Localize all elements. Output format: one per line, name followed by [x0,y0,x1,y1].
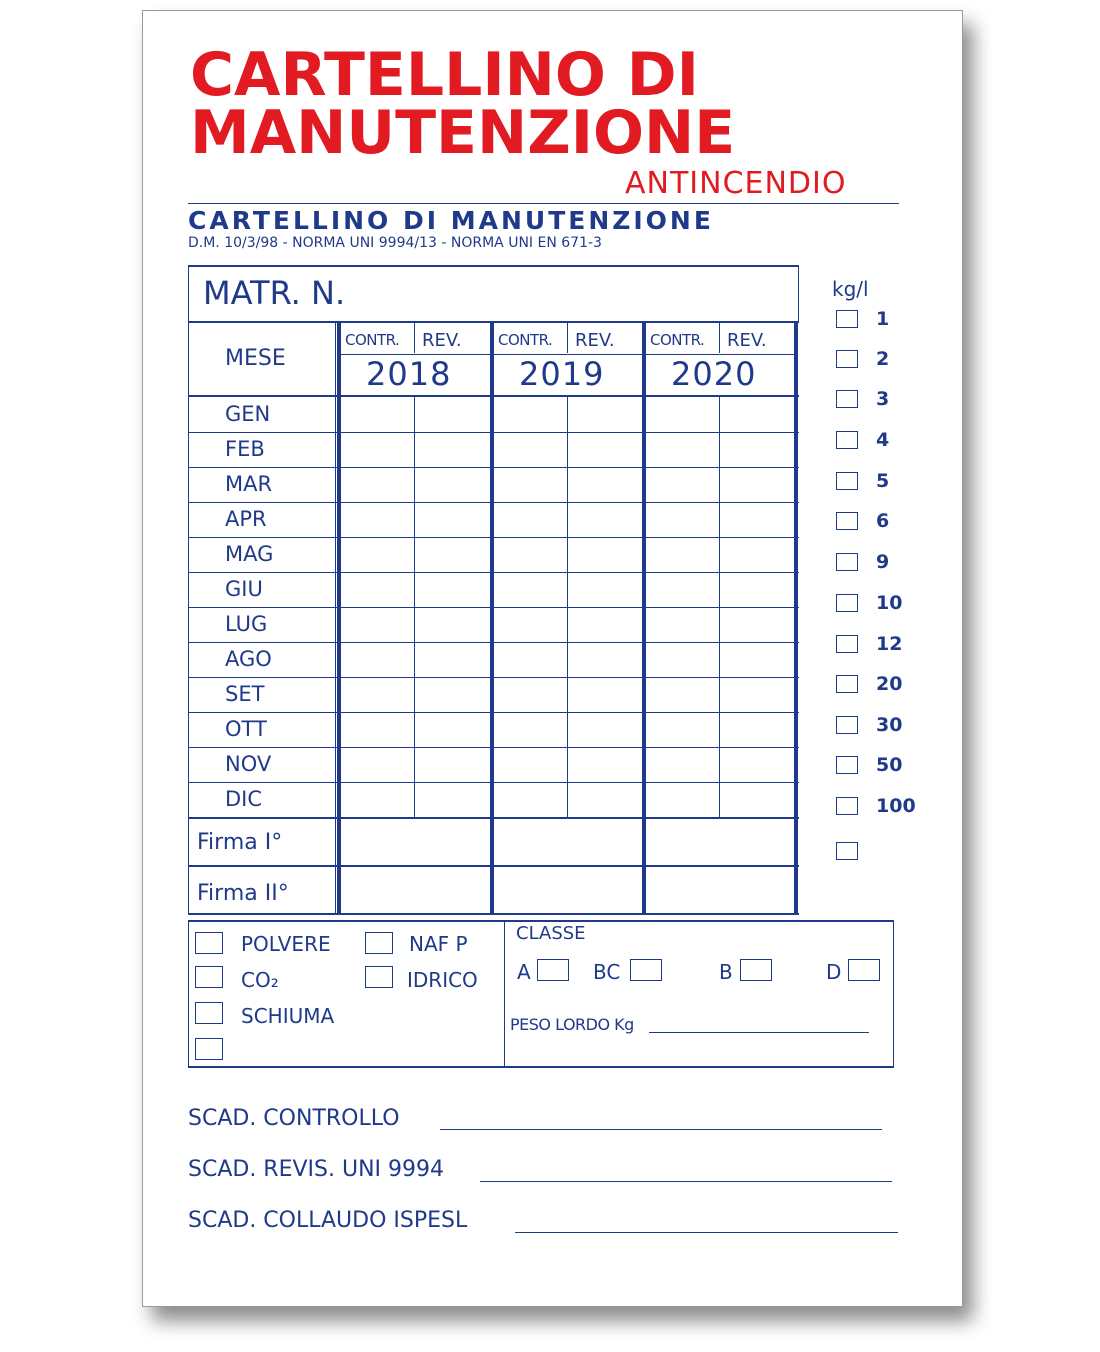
scad-collaudo-line[interactable] [515,1232,898,1233]
col-rev-label: REV. [727,330,767,351]
month-label-gen: GEN [225,402,271,426]
classe-option-label: A [517,960,531,984]
month-cell-rev[interactable] [571,434,641,465]
month-cell-contr[interactable] [494,399,564,430]
table-left-border [188,397,189,915]
contr-rev-divider [414,321,415,353]
scad-controllo-line[interactable] [440,1129,882,1130]
capacity-checkbox-3[interactable] [836,390,858,408]
month-cell-rev[interactable] [723,504,793,535]
agent-label: IDRICO [407,968,478,992]
capacity-label: 20 [876,673,903,695]
bottom-box-top [188,920,894,922]
month-cell-rev[interactable] [418,574,488,605]
scad-controllo-label: SCAD. CONTROLLO [188,1106,400,1131]
maintenance-card [142,10,963,1307]
matr-label: MATR. N. [203,274,346,312]
month-label-apr: APR [225,507,267,531]
month-cell-rev[interactable] [571,539,641,570]
month-cell-contr[interactable] [341,434,411,465]
bottom-box-bottom [188,1066,894,1068]
month-label-mag: MAG [225,542,274,566]
month-cell-rev[interactable] [571,504,641,535]
classe-option-label: B [719,960,733,984]
month-row-rule [188,677,799,678]
firma1-cell[interactable] [341,821,487,863]
month-row-rule [188,712,799,713]
capacity-checkbox-4[interactable] [836,431,858,449]
col-contr-label: CONTR. [498,331,553,349]
month-cell-rev[interactable] [418,679,488,710]
month-row-rule [188,572,799,573]
month-cell-contr[interactable] [341,539,411,570]
month-label-giu: GIU [225,577,263,601]
firma1-label: Firma I° [197,830,283,855]
capacity-checkbox-10[interactable] [836,594,858,612]
contr-rev-divider [567,321,568,353]
month-label-ott: OTT [225,717,267,741]
classe-option-label: D [826,960,842,984]
classe-checkbox-a[interactable] [537,959,569,981]
month-cell-rev[interactable] [571,679,641,710]
agent-label: SCHIUMA [241,1004,335,1028]
month-cell-contr[interactable] [646,784,716,815]
month-label-nov: NOV [225,752,272,776]
classe-checkbox-b[interactable] [740,959,772,981]
firma1-cell[interactable] [494,821,640,863]
table-right-border [794,321,798,913]
firma2-label: Firma II° [197,881,289,906]
capacity-checkbox-20[interactable] [836,675,858,693]
month-cell-rev[interactable] [418,399,488,430]
card-subtitle-blue: CARTELLINO DI MANUTENZIONE [188,206,714,235]
firma2-cell[interactable] [341,869,487,911]
month-cell-contr[interactable] [646,434,716,465]
month-label-mar: MAR [225,472,273,496]
month-cell-rev[interactable] [723,399,793,430]
capacity-checkbox-5[interactable] [836,472,858,490]
bottom-box-divider [504,920,505,1068]
month-row-rule [188,467,799,468]
classe-checkbox-bc[interactable] [630,959,662,981]
month-cell-contr[interactable] [341,399,411,430]
month-row-rule [188,607,799,608]
month-cell-contr[interactable] [646,749,716,780]
month-cell-contr[interactable] [646,679,716,710]
month-cell-rev[interactable] [571,714,641,745]
firma2-cell[interactable] [494,869,640,911]
year-label: 2019 [519,355,605,393]
capacity-checkbox-other[interactable] [836,842,858,860]
classe-option-label: BC [593,960,621,984]
col-rev-label: REV. [575,330,615,351]
month-row-rule [188,747,799,748]
norms-reference: D.M. 10/3/98 - NORMA UNI 9994/13 - NORMA UNI EN 671-3 [188,235,602,251]
month-cell-contr[interactable] [646,644,716,675]
mese-label: MESE [225,346,286,371]
month-row-rule [188,432,799,433]
month-cell-contr[interactable] [494,609,564,640]
month-col-divider [335,321,336,913]
firma2-cell[interactable] [646,869,792,911]
month-cell-rev[interactable] [418,714,488,745]
capacity-label: 2 [876,348,890,370]
capacity-checkbox-100[interactable] [836,797,858,815]
month-cell-contr[interactable] [341,574,411,605]
matr-right-border [798,265,799,323]
month-cell-contr[interactable] [646,469,716,500]
month-cell-rev[interactable] [571,469,641,500]
agent-checkbox-polvere[interactable] [195,932,223,954]
month-cell-rev[interactable] [723,469,793,500]
month-cell-contr[interactable] [341,469,411,500]
agent-checkbox-idrico[interactable] [365,966,393,988]
agent-checkbox-schiuma[interactable] [195,1002,223,1024]
year-label: 2018 [366,355,452,393]
classe-label: CLASSE [516,923,586,944]
month-cell-contr[interactable] [341,644,411,675]
month-cell-contr[interactable] [646,574,716,605]
month-cell-rev[interactable] [571,574,641,605]
scad-collaudo-label: SCAD. COLLAUDO ISPESL [188,1208,468,1233]
header-divider [188,203,899,204]
month-cell-contr[interactable] [494,749,564,780]
capacity-unit-label: kg/l [832,277,869,301]
capacity-checkbox-12[interactable] [836,635,858,653]
month-cell-rev[interactable] [723,784,793,815]
month-cell-rev[interactable] [723,574,793,605]
firma1-cell[interactable] [646,821,792,863]
col-contr-label: CONTR. [345,331,400,349]
month-row-rule [188,642,799,643]
capacity-checkbox-6[interactable] [836,512,858,530]
table-bottom-border [188,913,799,915]
capacity-label: 50 [876,754,903,776]
bottom-box-left [188,920,189,1068]
month-cell-rev[interactable] [723,539,793,570]
capacity-checkbox-50[interactable] [836,756,858,774]
month-cell-rev[interactable] [723,609,793,640]
month-cell-rev[interactable] [723,434,793,465]
peso-lordo-line[interactable] [649,1032,869,1033]
agent-label: NAF P [409,932,468,956]
contr-rev-divider [719,321,720,353]
month-cell-rev[interactable] [571,784,641,815]
firma-mid-rule [188,865,799,867]
table-top-border [188,265,799,267]
month-cell-contr[interactable] [494,434,564,465]
card-subtitle-red: ANTINCENDIO [625,166,847,201]
capacity-label: 12 [876,633,903,655]
month-cell-contr[interactable] [494,644,564,675]
month-cell-rev[interactable] [723,644,793,675]
capacity-label: 6 [876,510,890,532]
month-cell-contr[interactable] [494,679,564,710]
capacity-label: 9 [876,551,890,573]
month-cell-contr[interactable] [494,714,564,745]
month-cell-contr[interactable] [341,504,411,535]
month-cell-rev[interactable] [418,609,488,640]
capacity-checkbox-30[interactable] [836,716,858,734]
month-cell-contr[interactable] [494,784,564,815]
month-cell-contr[interactable] [494,469,564,500]
month-label-feb: FEB [225,437,265,461]
capacity-checkbox-2[interactable] [836,350,858,368]
month-cell-rev[interactable] [723,749,793,780]
agent-checkbox-co-[interactable] [195,966,223,988]
month-cell-rev[interactable] [418,469,488,500]
agent-label: POLVERE [241,932,331,956]
month-cell-contr[interactable] [646,714,716,745]
month-cell-contr[interactable] [341,784,411,815]
month-cell-contr[interactable] [341,609,411,640]
month-label-dic: DIC [225,787,263,811]
month-cell-rev[interactable] [571,644,641,675]
capacity-label: 10 [876,592,903,614]
month-cell-rev[interactable] [418,644,488,675]
month-cell-contr[interactable] [341,714,411,745]
month-cell-contr[interactable] [494,574,564,605]
table-left-border-top [188,265,189,397]
month-cell-rev[interactable] [571,399,641,430]
peso-lordo-label: PESO LORDO Kg [510,1015,634,1034]
month-cell-contr[interactable] [646,504,716,535]
col-contr-label: CONTR. [650,331,705,349]
agent-checkbox-other[interactable] [195,1038,223,1060]
agent-checkbox-naf-p[interactable] [365,932,393,954]
capacity-label: 100 [876,795,916,817]
scad-revis-line[interactable] [480,1181,892,1182]
month-row-rule [188,782,799,783]
bottom-box-right [893,920,894,1068]
month-row-rule [188,502,799,503]
col-rev-label: REV. [422,330,462,351]
month-cell-rev[interactable] [418,539,488,570]
month-label-ago: AGO [225,647,272,671]
month-cell-contr[interactable] [646,539,716,570]
scad-revis-label: SCAD. REVIS. UNI 9994 [188,1157,445,1182]
month-cell-rev[interactable] [418,784,488,815]
month-cell-rev[interactable] [723,714,793,745]
month-label-set: SET [225,682,265,706]
agent-label: CO₂ [241,968,279,992]
month-cell-rev[interactable] [418,504,488,535]
capacity-label: 1 [876,308,890,330]
month-cell-contr[interactable] [494,504,564,535]
month-cell-contr[interactable] [341,749,411,780]
month-cell-rev[interactable] [571,749,641,780]
month-cell-rev[interactable] [723,679,793,710]
card-title-line1: CARTELLINO DI [190,40,699,110]
capacity-checkbox-9[interactable] [836,553,858,571]
month-cell-contr[interactable] [646,609,716,640]
month-row-rule [188,537,799,538]
month-label-lug: LUG [225,612,268,636]
year-label: 2020 [671,355,757,393]
card-title-line2: MANUTENZIONE [190,98,736,168]
month-cell-rev[interactable] [418,434,488,465]
month-cell-contr[interactable] [341,679,411,710]
capacity-label: 4 [876,429,890,451]
capacity-checkbox-1[interactable] [836,310,858,328]
month-cell-rev[interactable] [571,609,641,640]
capacity-label: 5 [876,470,890,492]
month-cell-contr[interactable] [646,399,716,430]
classe-checkbox-d[interactable] [848,959,880,981]
capacity-label: 30 [876,714,903,736]
month-cell-contr[interactable] [494,539,564,570]
month-cell-rev[interactable] [418,749,488,780]
firma-top-rule [188,817,799,819]
capacity-label: 3 [876,388,890,410]
